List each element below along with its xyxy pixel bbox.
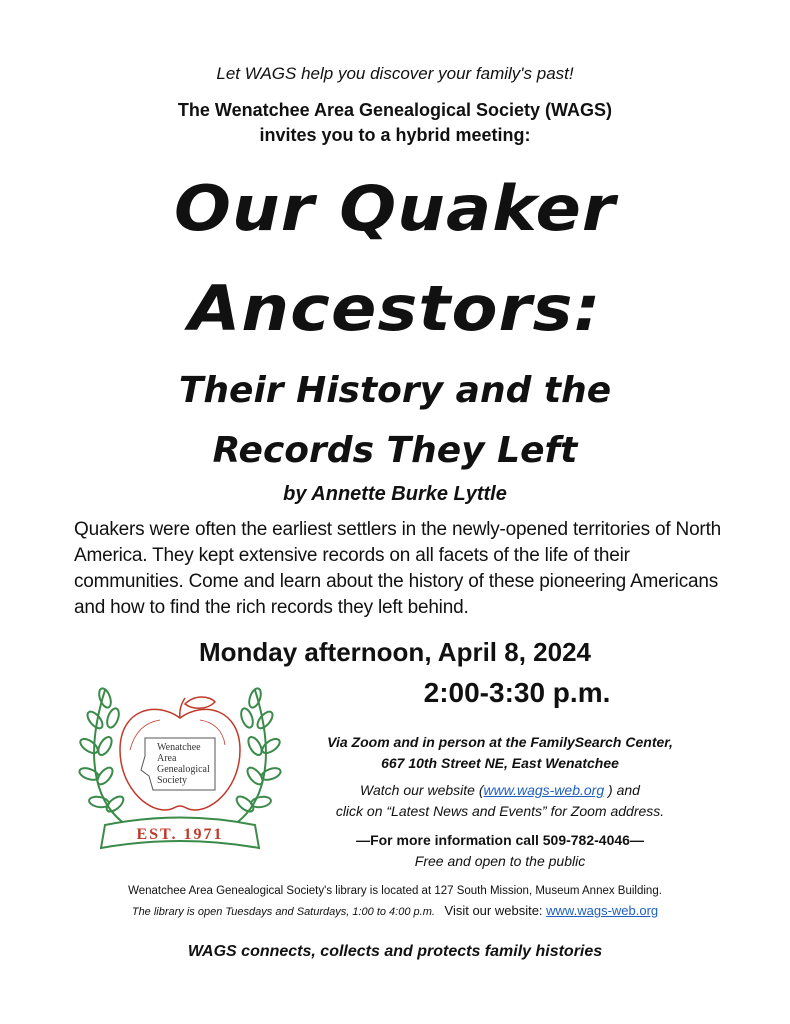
tagline: Let WAGS help you discover your family's past! bbox=[216, 64, 574, 83]
event-time: 2:00-3:30 p.m. bbox=[423, 677, 611, 708]
logo-text-4: Society bbox=[157, 775, 187, 786]
apple-laurel-logo bbox=[75, 680, 285, 860]
logo-text-3: Genealogical bbox=[157, 764, 210, 775]
motto: WAGS connects, collects and protects family histories bbox=[187, 943, 603, 960]
visit-label: Visit our website: bbox=[444, 903, 547, 918]
est-label: EST. 1971 bbox=[136, 826, 224, 843]
library-hours: The library is open Tuesdays and Saturdays, 1:00 to 4:00 p.m. bbox=[131, 906, 435, 918]
laurel-left-icon bbox=[78, 687, 135, 830]
website-line-2: click on “Latest News and Events” for Zoom address. bbox=[335, 803, 665, 819]
title-line-2: Ancestors: bbox=[188, 272, 602, 345]
website-prefix: Watch our website ( bbox=[360, 782, 484, 798]
host-line-2: invites you to a hybrid meeting: bbox=[259, 125, 531, 145]
library-hours-line bbox=[0, 903, 790, 918]
website-suffix: ) and bbox=[604, 782, 640, 798]
laurel-right-icon bbox=[225, 687, 282, 830]
website-block bbox=[290, 780, 710, 822]
subtitle-line-1: Their History and the bbox=[178, 370, 612, 411]
free-admission: Free and open to the public bbox=[414, 853, 586, 869]
logo-text-2: Area bbox=[157, 753, 177, 764]
library-location: Wenatchee Area Genealogical Society's library is located at 127 South Mission, Museum Annex Building. bbox=[128, 885, 662, 897]
logo-text-1: Wenatchee bbox=[157, 742, 201, 753]
event-description: Quakers were often the earliest settlers in the newly-opened territories of North America. They kept extensive records on all facets of the life of their communities. Come and learn about the history of these pioneering Americans and how to find the rich records they left behind. bbox=[74, 519, 722, 618]
venue-line-1: Via Zoom and in person at the FamilySearch Center, bbox=[327, 734, 673, 750]
contact-block bbox=[290, 830, 710, 872]
title-line-1: Our Quaker bbox=[173, 172, 617, 245]
footer-website-link[interactable]: www.wags-web.org bbox=[546, 903, 659, 918]
website-line-1 bbox=[290, 780, 710, 801]
subtitle-line-2: Records They Left bbox=[212, 430, 578, 471]
host-line-1: The Wenatchee Area Genealogical Society (WAGS) bbox=[177, 100, 613, 120]
venue-line-2: 667 10th Street NE, East Wenatchee bbox=[381, 755, 619, 771]
website-link[interactable]: www.wags-web.org bbox=[483, 782, 605, 798]
phone-info: —For more information call 509-782-4046— bbox=[356, 832, 644, 848]
speaker-byline: by Annette Burke Lyttle bbox=[283, 483, 507, 505]
venue-block bbox=[290, 732, 710, 774]
event-date: Monday afternoon, April 8, 2024 bbox=[198, 637, 591, 667]
